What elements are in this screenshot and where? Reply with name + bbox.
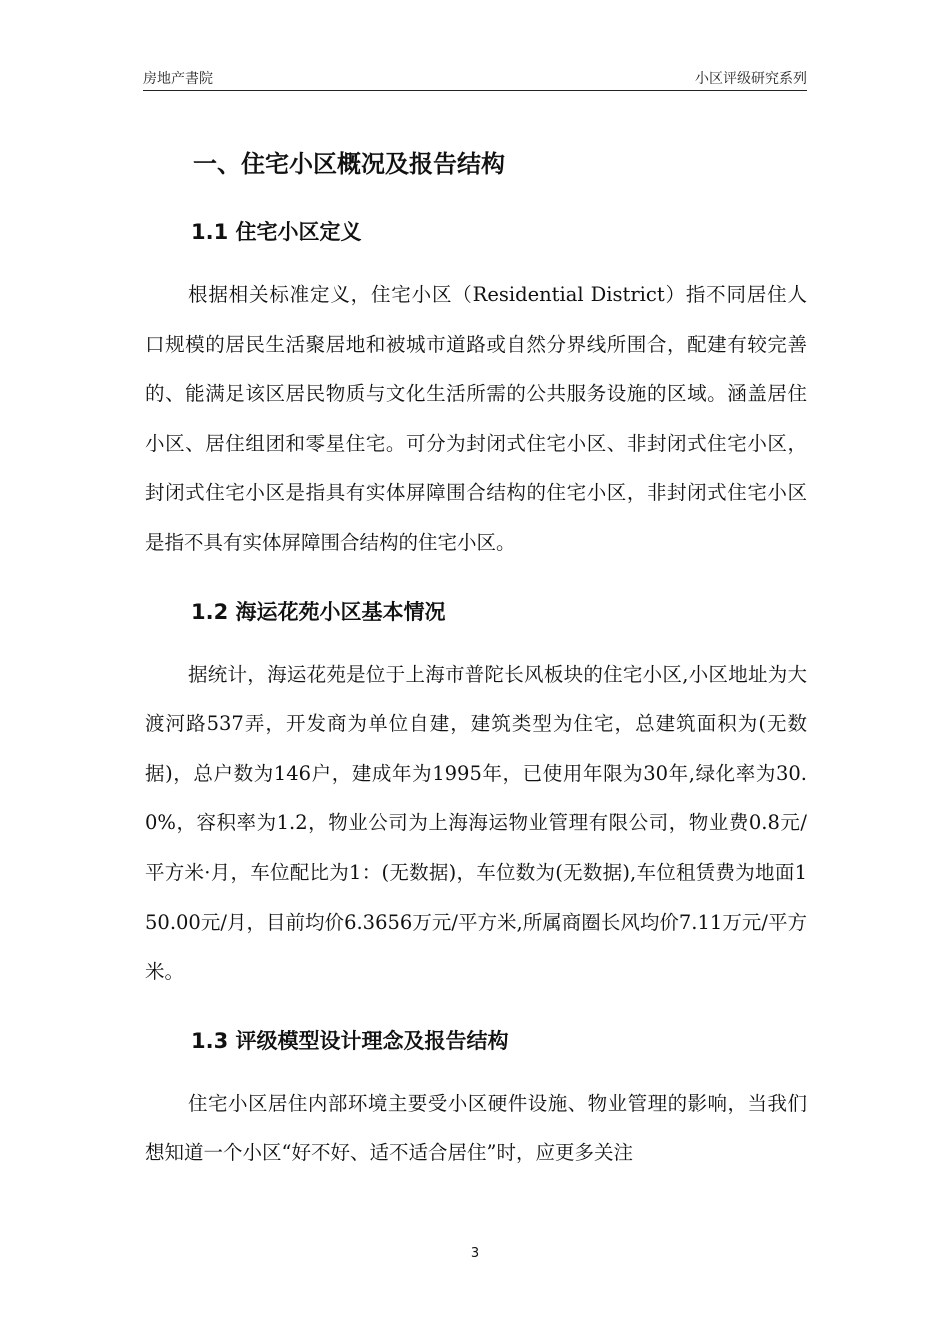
section-heading-1-1: 1.1 住宅小区定义 xyxy=(191,220,362,244)
section-body-1-2: 据统计，海运花苑是位于上海市普陀长风板块的住宅小区,小区地址为大渡河路537弄，开发商为单位自建，建筑类型为住宅，总建筑面积为(无数据)，总户数为146户，建成年为1995年，已使用年限为30年,绿化率为30.0%，容积率为1.2，物业公司为上海海运物业管理有限公司，物业费0.8元/平方米·月，车位配比为1：(无数据)，车位数为(无数据),车位租赁费为地面150.00元/月，目前均价6.3656万元/平方米,所属商圈长风均价7.11万元/平方米。 xyxy=(145,662,807,984)
section-heading-1-2: 1.2 海运花苑小区基本情况 xyxy=(191,599,446,624)
section-body-1-3: 住宅小区居住内部环境主要受小区硬件设施、物业管理的影响，当我们想知道一个小区“好不好、适不适合居住”时，应更多关注 xyxy=(145,1091,807,1165)
page-number: 3 xyxy=(470,1246,480,1261)
page-header xyxy=(143,64,807,91)
page-content xyxy=(145,140,807,1178)
section-heading-1-3: 1.3 评级模型设计理念及报告结构 xyxy=(191,1028,509,1053)
chapter-title: 一、住宅小区概况及报告结构 xyxy=(193,150,505,178)
header-publisher: 房地产書院 xyxy=(143,71,213,87)
header-series: 小区评级研究系列 xyxy=(695,71,807,87)
section-body-1-1: 根据相关标准定义，住宅小区（Residential District）指不同居住人口规模的居民生活聚居地和被城市道路或自然分界线所围合，配建有较完善的、能满足该区居民物质与文化生活所需的公共服务设施的区域。涵盖居住小区、居住组团和零星住宅。可分为封闭式住宅小区、非封闭式住宅小区，封闭式住宅小区是指具有实体屏障围合结构的住宅小区，非封闭式住宅小区是指不具有实体屏障围合结构的住宅小区。 xyxy=(145,283,807,554)
